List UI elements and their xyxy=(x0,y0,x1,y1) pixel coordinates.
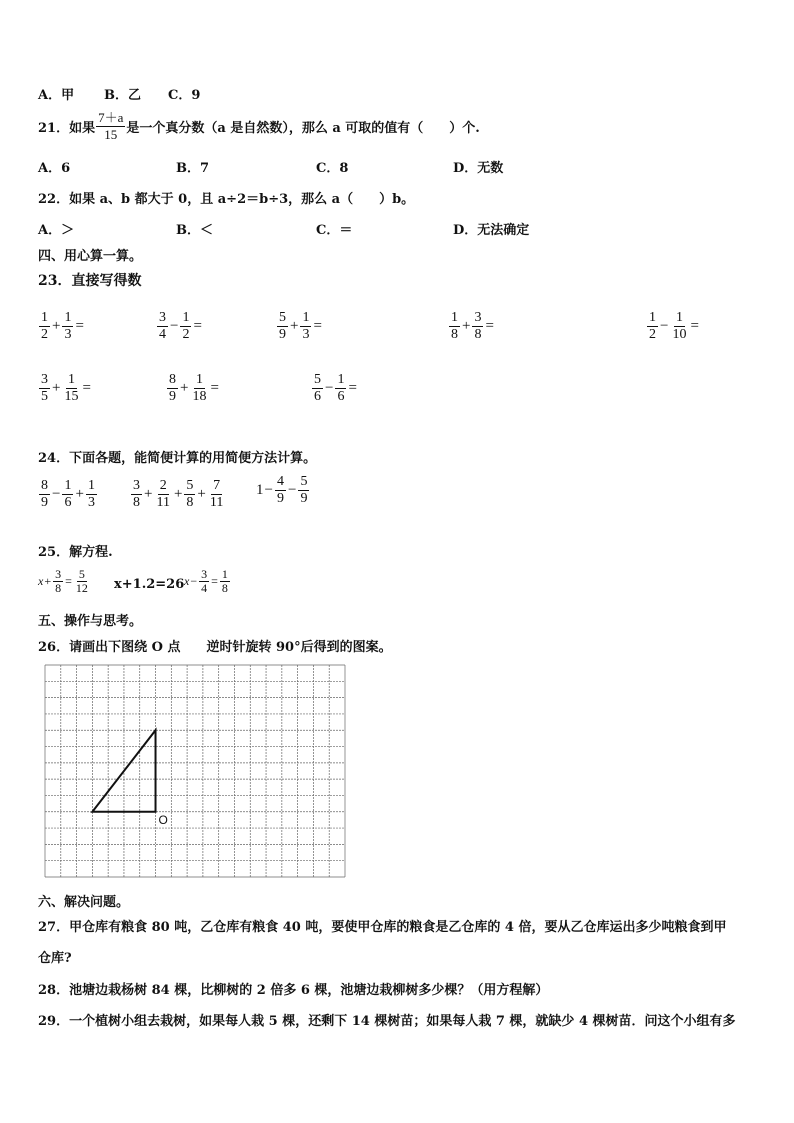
eq3-f1-num: 3 xyxy=(201,567,208,581)
operator: + xyxy=(462,318,471,334)
q22-option-c: C．＝ xyxy=(316,223,353,238)
operator: − xyxy=(264,482,273,498)
eq3-f1-den: 4 xyxy=(201,581,208,595)
fraction-numerator: 1 xyxy=(87,478,95,493)
eq1-eq: = xyxy=(65,574,72,588)
q24-expr-2 xyxy=(130,474,226,511)
fraction-numerator: 1 xyxy=(67,372,75,387)
fraction-numerator: 5 xyxy=(314,372,321,387)
fraction xyxy=(208,478,225,511)
fraction-numerator: 1 xyxy=(649,310,656,325)
operator: + xyxy=(290,318,299,334)
fraction-denominator: 8 xyxy=(133,495,140,510)
operator: − xyxy=(52,486,61,502)
fraction-numerator: 3 xyxy=(41,372,48,387)
fraction xyxy=(157,310,168,343)
fraction xyxy=(39,310,50,343)
q24-expr-3 xyxy=(256,474,310,507)
eq3-f2-num: 1 xyxy=(221,567,228,581)
eq3-var: x xyxy=(184,574,190,588)
fraction-numerator: 1 xyxy=(64,478,72,493)
fraction-numerator: 1 xyxy=(337,372,345,387)
fraction-denominator: 3 xyxy=(302,327,310,342)
fraction-denominator: 6 xyxy=(337,389,345,404)
fraction-denominator: 3 xyxy=(64,327,72,342)
fraction-numerator: 2 xyxy=(159,478,167,493)
fraction-numerator: 4 xyxy=(276,474,284,489)
q23-item xyxy=(448,306,495,343)
question-28: 28．池塘边栽杨树 84 棵，比柳树的 2 倍多 6 棵，池塘边栽柳树多少棵？（用方程解） xyxy=(38,983,549,998)
eq1-op: + xyxy=(44,574,52,588)
rotation-grid xyxy=(44,664,346,878)
eq1-f1-den: 8 xyxy=(55,581,62,595)
fraction-denominator: 6 xyxy=(64,495,72,510)
fraction-numerator: 8 xyxy=(41,478,48,493)
fraction-numerator: 3 xyxy=(159,310,166,325)
operator: − xyxy=(325,380,334,396)
q26-text: 26．请画出下图绕 O 点 逆时针旋转 90°后得到的图案。 xyxy=(38,640,392,655)
q27-line-1: 27．甲仓库有粮食 80 吨，乙仓库有粮食 40 吨，要使甲仓库的粮食是乙仓库的 4 倍，要从乙仓库运出多少吨粮食到甲 xyxy=(38,920,727,935)
fraction xyxy=(62,478,73,511)
eq1-f1-num: 3 xyxy=(55,567,62,581)
fraction-numerator: 3 xyxy=(474,310,482,325)
q21-fraction xyxy=(96,110,125,143)
fraction-numerator: 1 xyxy=(41,310,48,325)
fraction xyxy=(167,372,178,405)
question-22: 22．如果 a、b 都大于 0，且 a÷2＝b÷3，那么 a（ ）b。 xyxy=(38,192,415,207)
equals-sign: = xyxy=(348,380,357,396)
question-29: 29．一个植树小组去栽树，如果每人栽 5 棵，还剩下 14 棵树苗；如果每人栽 7 棵，就缺少 4 棵树苗．问这个小组有多 xyxy=(38,1014,736,1029)
fraction-denominator: 8 xyxy=(451,327,458,342)
equals-sign: = xyxy=(75,318,84,334)
operator: − xyxy=(660,318,669,334)
fraction xyxy=(86,478,97,511)
q21-option-d: D．无数 xyxy=(453,161,504,176)
point-o-label: O xyxy=(158,812,168,827)
q24-expr-1 xyxy=(38,474,98,511)
eq3-f2-den: 8 xyxy=(221,581,228,595)
fraction xyxy=(180,310,191,343)
fraction-denominator: 8 xyxy=(474,327,482,342)
q25-equation-3 xyxy=(184,568,231,595)
q23-item xyxy=(156,306,203,343)
fraction-numerator: 5 xyxy=(300,474,308,489)
fraction-denominator: 15 xyxy=(64,389,79,404)
equals-sign: = xyxy=(193,318,202,334)
triangle-figure xyxy=(92,730,155,812)
fraction-denominator: 5 xyxy=(41,389,48,404)
fraction-denominator: 10 xyxy=(672,327,687,342)
fraction-denominator: 9 xyxy=(169,389,176,404)
fraction-numerator: 1 xyxy=(302,310,310,325)
q25-title: 25．解方程. xyxy=(38,545,113,560)
fraction xyxy=(39,478,50,511)
equals-sign: = xyxy=(82,380,91,396)
eq1-f2-den: 12 xyxy=(75,581,88,595)
operator: + xyxy=(52,380,61,396)
q23-item xyxy=(166,368,220,405)
q23-title: 23．直接写得数 xyxy=(38,273,142,289)
operator: + xyxy=(173,486,183,502)
q22-option-a: A．＞ xyxy=(38,223,75,238)
fraction-denominator: 18 xyxy=(192,389,207,404)
q21-suffix: 是一个真分数（a 是自然数），那么 a 可取的值有（ ）个. xyxy=(126,121,480,136)
q21-option-b: B．7 xyxy=(176,161,210,176)
fraction-denominator: 9 xyxy=(279,327,286,342)
grid-lines xyxy=(45,665,345,877)
fraction-denominator: 3 xyxy=(87,495,95,510)
fraction xyxy=(277,310,288,343)
fraction xyxy=(131,478,142,511)
equals-sign: = xyxy=(690,318,699,334)
fraction-denominator: 2 xyxy=(649,327,656,342)
equals-sign: = xyxy=(485,318,494,334)
fraction xyxy=(190,372,208,405)
operator: + xyxy=(75,486,84,502)
fraction xyxy=(449,310,460,343)
fraction xyxy=(335,372,346,405)
fraction-numerator: 1 xyxy=(64,310,72,325)
eq3-eq: = xyxy=(211,574,218,588)
q21-option-a: A．6 xyxy=(38,161,71,176)
q20-option-a: A．甲 xyxy=(38,88,75,103)
fraction-numerator: 5 xyxy=(186,478,194,493)
operator: + xyxy=(144,486,153,502)
q24-title: 24．下面各题，能简便计算的用简便方法计算。 xyxy=(38,451,317,466)
q23-item xyxy=(646,306,700,343)
fraction-denominator: 11 xyxy=(209,495,224,510)
fraction-numerator: 1 xyxy=(182,310,190,325)
operator: + xyxy=(197,486,206,502)
fraction xyxy=(300,310,311,343)
fraction xyxy=(154,478,171,511)
operator: − xyxy=(287,482,297,498)
fraction-denominator: 2 xyxy=(41,327,48,342)
fraction-numerator: 1 xyxy=(675,310,683,325)
q23-item xyxy=(276,306,323,343)
q24-expr3-lead: 1 xyxy=(256,482,264,498)
equals-sign: = xyxy=(210,380,219,396)
eq1-f2-num: 5 xyxy=(78,567,85,581)
q21-prefix: 21．如果 xyxy=(38,121,96,136)
fraction-denominator: 9 xyxy=(41,495,48,510)
fraction-numerator: 1 xyxy=(195,372,203,387)
q20-option-b: B．乙 xyxy=(104,88,141,103)
fraction xyxy=(472,310,483,343)
q22-option-d: D．无法确定 xyxy=(453,223,530,238)
fraction-numerator: 8 xyxy=(169,372,176,387)
fraction-denominator: 9 xyxy=(300,491,308,506)
fraction-numerator: 7 xyxy=(213,478,221,493)
fraction xyxy=(298,474,309,507)
fraction-denominator: 4 xyxy=(159,327,166,342)
q20-option-c: C．9 xyxy=(168,88,201,103)
operator: + xyxy=(52,318,61,334)
fraction-denominator: 11 xyxy=(156,495,170,510)
fraction xyxy=(39,372,50,405)
q21-option-c: C．8 xyxy=(316,161,349,176)
q23-item xyxy=(311,368,358,405)
q25-equation-2: x+1.2=26 xyxy=(114,577,185,592)
q23-item xyxy=(38,368,92,405)
eq1-var: x xyxy=(38,574,44,588)
eq3-op: − xyxy=(190,574,198,588)
fraction-numerator: 3 xyxy=(133,478,140,493)
fraction xyxy=(312,372,323,405)
section-6-heading: 六、解决问题。 xyxy=(38,895,130,910)
fraction-numerator: 5 xyxy=(279,310,286,325)
fraction-denominator: 6 xyxy=(314,389,321,404)
q21-frac-den: 15 xyxy=(104,127,118,142)
fraction xyxy=(184,478,195,511)
fraction-numerator: 1 xyxy=(451,310,458,325)
fraction xyxy=(62,310,73,343)
question-21 xyxy=(38,110,480,143)
fraction xyxy=(647,310,658,343)
q27-line-2: 仓库? xyxy=(38,951,72,966)
equals-sign: = xyxy=(313,318,322,334)
fraction-denominator: 2 xyxy=(182,327,190,342)
fraction xyxy=(62,372,80,405)
fraction xyxy=(275,474,286,507)
q23-item xyxy=(38,306,85,343)
fraction xyxy=(670,310,688,343)
q21-frac-num: 7＋a xyxy=(98,110,124,125)
section-5-heading: 五、操作与思考。 xyxy=(38,614,143,629)
operator: + xyxy=(180,380,189,396)
q22-option-b: B．＜ xyxy=(176,223,213,238)
operator: − xyxy=(170,318,179,334)
q25-equation-1 xyxy=(38,568,91,595)
fraction-denominator: 9 xyxy=(276,491,284,506)
section-4-heading: 四、用心算一算。 xyxy=(38,249,143,264)
fraction-denominator: 8 xyxy=(186,495,194,510)
